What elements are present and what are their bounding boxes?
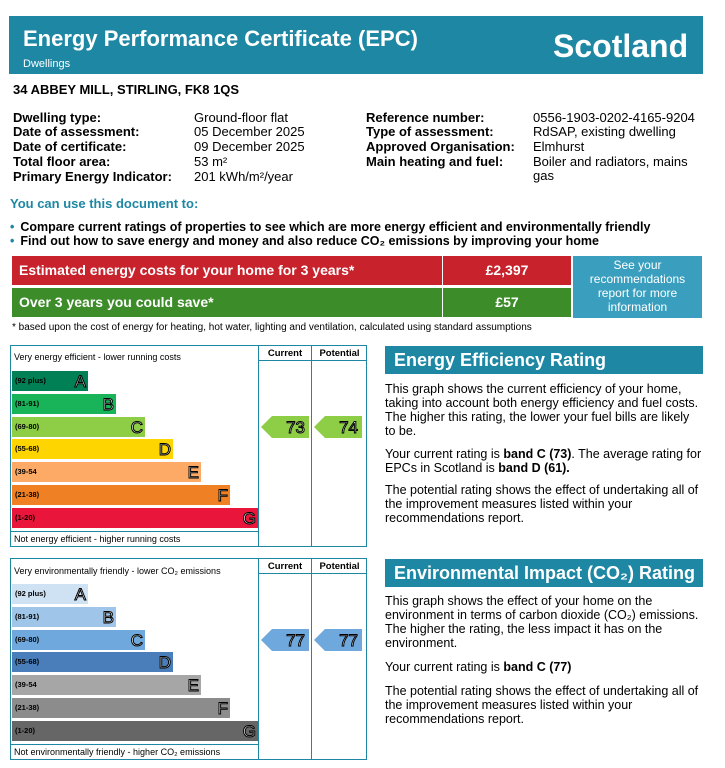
energy-band-c	[12, 417, 145, 437]
bullet-item: • Compare current ratings of properties to see which are more energy efficient and environmentally friendly	[10, 220, 651, 234]
energy-potential-arrow-value: 74	[339, 417, 358, 437]
energy-band-range: (39-54	[15, 467, 37, 477]
env-band-letter: G	[242, 721, 256, 741]
detail-label: Approved Organisation:	[366, 139, 515, 154]
eer-p1: This graph shows the current efficiency of your home, taking into account both energy efficiency and fuel costs. The higher this rating, the lower your fuel bills are likely to be.	[385, 382, 699, 438]
env-band-c	[12, 630, 145, 650]
detail-label: Date of assessment:	[13, 124, 140, 139]
see-line: See your	[613, 258, 662, 272]
detail-value: 05 December 2025	[194, 124, 305, 139]
bullet-item: • Find out how to save energy and money and also reduce CO₂ emissions by improving your home	[10, 234, 599, 248]
energy-band-range: (69-80)	[15, 421, 40, 431]
energy-band-letter: F	[217, 486, 228, 505]
see-line: report for more	[597, 286, 678, 300]
energy-band-letter: E	[187, 463, 199, 483]
env-potential-arrow-value: 77	[339, 630, 358, 650]
page-subtitle: Dwellings	[23, 58, 71, 70]
energy-band-range: (92 plus)	[15, 376, 46, 385]
eer-p3: The potential rating shows the effect of undertaking all of the improvement measures listed within your recommendations report.	[385, 483, 699, 525]
energy-band-d	[12, 439, 173, 459]
detail-label: Dwelling type:	[13, 110, 102, 125]
eer-p2: Your current rating is band C (73). The average rating for EPCs in Scotland is band D (61).	[385, 447, 702, 475]
env-band-e	[12, 675, 201, 695]
energy-band-range: (55-68)	[15, 444, 40, 454]
eir-p3: The potential rating shows the effect of undertaking all of the improvement measures listed within your recommendations report.	[385, 684, 699, 726]
env-band-a	[12, 584, 88, 604]
energy-current-arrow	[261, 416, 309, 438]
energy-band-a	[12, 371, 88, 391]
energy-bottom-label: Not energy efficient - higher running costs	[14, 534, 181, 544]
energy-band-g	[12, 508, 258, 528]
env-band-letter: B	[102, 607, 114, 627]
energy-band-letter: B	[102, 394, 114, 414]
energy-top-label: Very energy efficient - lower running costs	[14, 352, 181, 362]
see-line: information	[607, 300, 668, 314]
detail-label: Main heating and fuel:	[366, 154, 504, 169]
energy-band-range: (81-91)	[15, 398, 40, 408]
see-recommendations-box[interactable]	[573, 256, 702, 318]
env-band-d	[12, 652, 173, 672]
env-band-letter: A	[74, 585, 86, 604]
env-top-label: Very environmentally friendly - lower CO₂ emissions	[14, 566, 221, 576]
cost-footnote: * based upon the cost of energy for heating, hot water, lighting and ventilation, calculated using standard assumptions	[12, 322, 532, 333]
detail-value: 201 kWh/m²/year	[194, 169, 293, 184]
env-current-arrow-value: 77	[286, 630, 305, 650]
env-band-range: (69-80)	[15, 634, 40, 644]
reference-number: 0556-1903-0202-4165-9204	[533, 110, 695, 125]
uses-title: You can use this document to:	[10, 196, 199, 211]
energy-band-letter: D	[158, 440, 171, 460]
energy-band-f	[12, 485, 230, 505]
energy-band-e	[12, 462, 201, 482]
env-band-g	[12, 721, 258, 741]
cost-estimate-value: £2,397	[443, 256, 571, 285]
env-band-letter: F	[217, 699, 228, 718]
detail-value: 09 December 2025	[194, 139, 305, 154]
detail-label: Total floor area:	[13, 154, 111, 169]
savings-value: £57	[443, 288, 571, 317]
eir-title: Environmental Impact (CO₂) Rating	[385, 559, 703, 587]
energy-band-b	[12, 394, 116, 414]
env-band-range: (39-54	[15, 680, 37, 690]
see-line: recommendations	[589, 272, 686, 286]
cost-estimate-label: Estimated energy costs for your home for 3 years*	[12, 256, 442, 285]
country-label: Scotland	[553, 28, 689, 64]
detail-value: Boiler and radiators, mains	[533, 154, 688, 169]
env-band-range: (55-68)	[15, 657, 40, 667]
env-bottom-label: Not environmentally friendly - higher CO₂ emissions	[14, 747, 221, 757]
env-band-range: (1-20)	[15, 725, 36, 735]
env-band-b	[12, 607, 116, 627]
env-current-arrow	[261, 629, 309, 651]
detail-label: Type of assessment:	[366, 124, 494, 139]
env-band-letter: D	[158, 653, 171, 673]
detail-value: RdSAP, existing dwelling	[533, 124, 676, 139]
env-col-potential: Potential	[319, 561, 360, 572]
env-band-range: (21-38)	[15, 703, 40, 712]
eir-p1: This graph shows the effect of your home on the environment in terms of carbon dioxide (CO₂) emissions. The higher the rating, the less impact it has on the environment.	[385, 594, 699, 650]
energy-band-letter: G	[242, 508, 256, 528]
energy-band-letter: C	[130, 417, 143, 437]
detail-label: Date of certificate:	[13, 139, 127, 154]
savings-label: Over 3 years you could save*	[12, 288, 442, 317]
env-band-range: (81-91)	[15, 611, 40, 621]
env-potential-arrow	[314, 629, 362, 651]
energy-band-range: (1-20)	[15, 512, 36, 522]
eir-p2: Your current rating is band C (77)	[385, 660, 572, 674]
energy-col-current: Current	[267, 348, 303, 359]
detail-label: Primary Energy Indicator:	[13, 169, 172, 184]
env-col-current: Current	[267, 561, 303, 572]
energy-potential-arrow	[314, 416, 362, 438]
detail-value: Elmhurst	[533, 139, 585, 154]
bullet-text: Find out how to save energy and money and also reduce CO₂ emissions by improving your home	[20, 234, 599, 248]
env-band-letter: E	[187, 676, 199, 696]
eer-title: Energy Efficiency Rating	[385, 346, 703, 374]
energy-band-range: (21-38)	[15, 490, 40, 499]
detail-value: Ground-floor flat	[194, 110, 288, 125]
env-band-f	[12, 698, 230, 718]
detail-value-cont: gas	[533, 168, 554, 183]
energy-col-potential: Potential	[319, 348, 360, 359]
bullet-text: Compare current ratings of properties to see which are more energy efficient and environmentally friendly	[20, 220, 651, 234]
page-title: Energy Performance Certificate (EPC)	[23, 26, 418, 51]
env-band-range: (92 plus)	[15, 589, 46, 598]
property-address: 34 ABBEY MILL, STIRLING, FK8 1QS	[13, 82, 240, 97]
detail-value: 53 m²	[194, 154, 228, 169]
energy-current-arrow-value: 73	[286, 417, 305, 437]
energy-band-letter: A	[74, 372, 86, 391]
detail-label: Reference number:	[366, 110, 485, 125]
env-band-letter: C	[130, 630, 143, 650]
